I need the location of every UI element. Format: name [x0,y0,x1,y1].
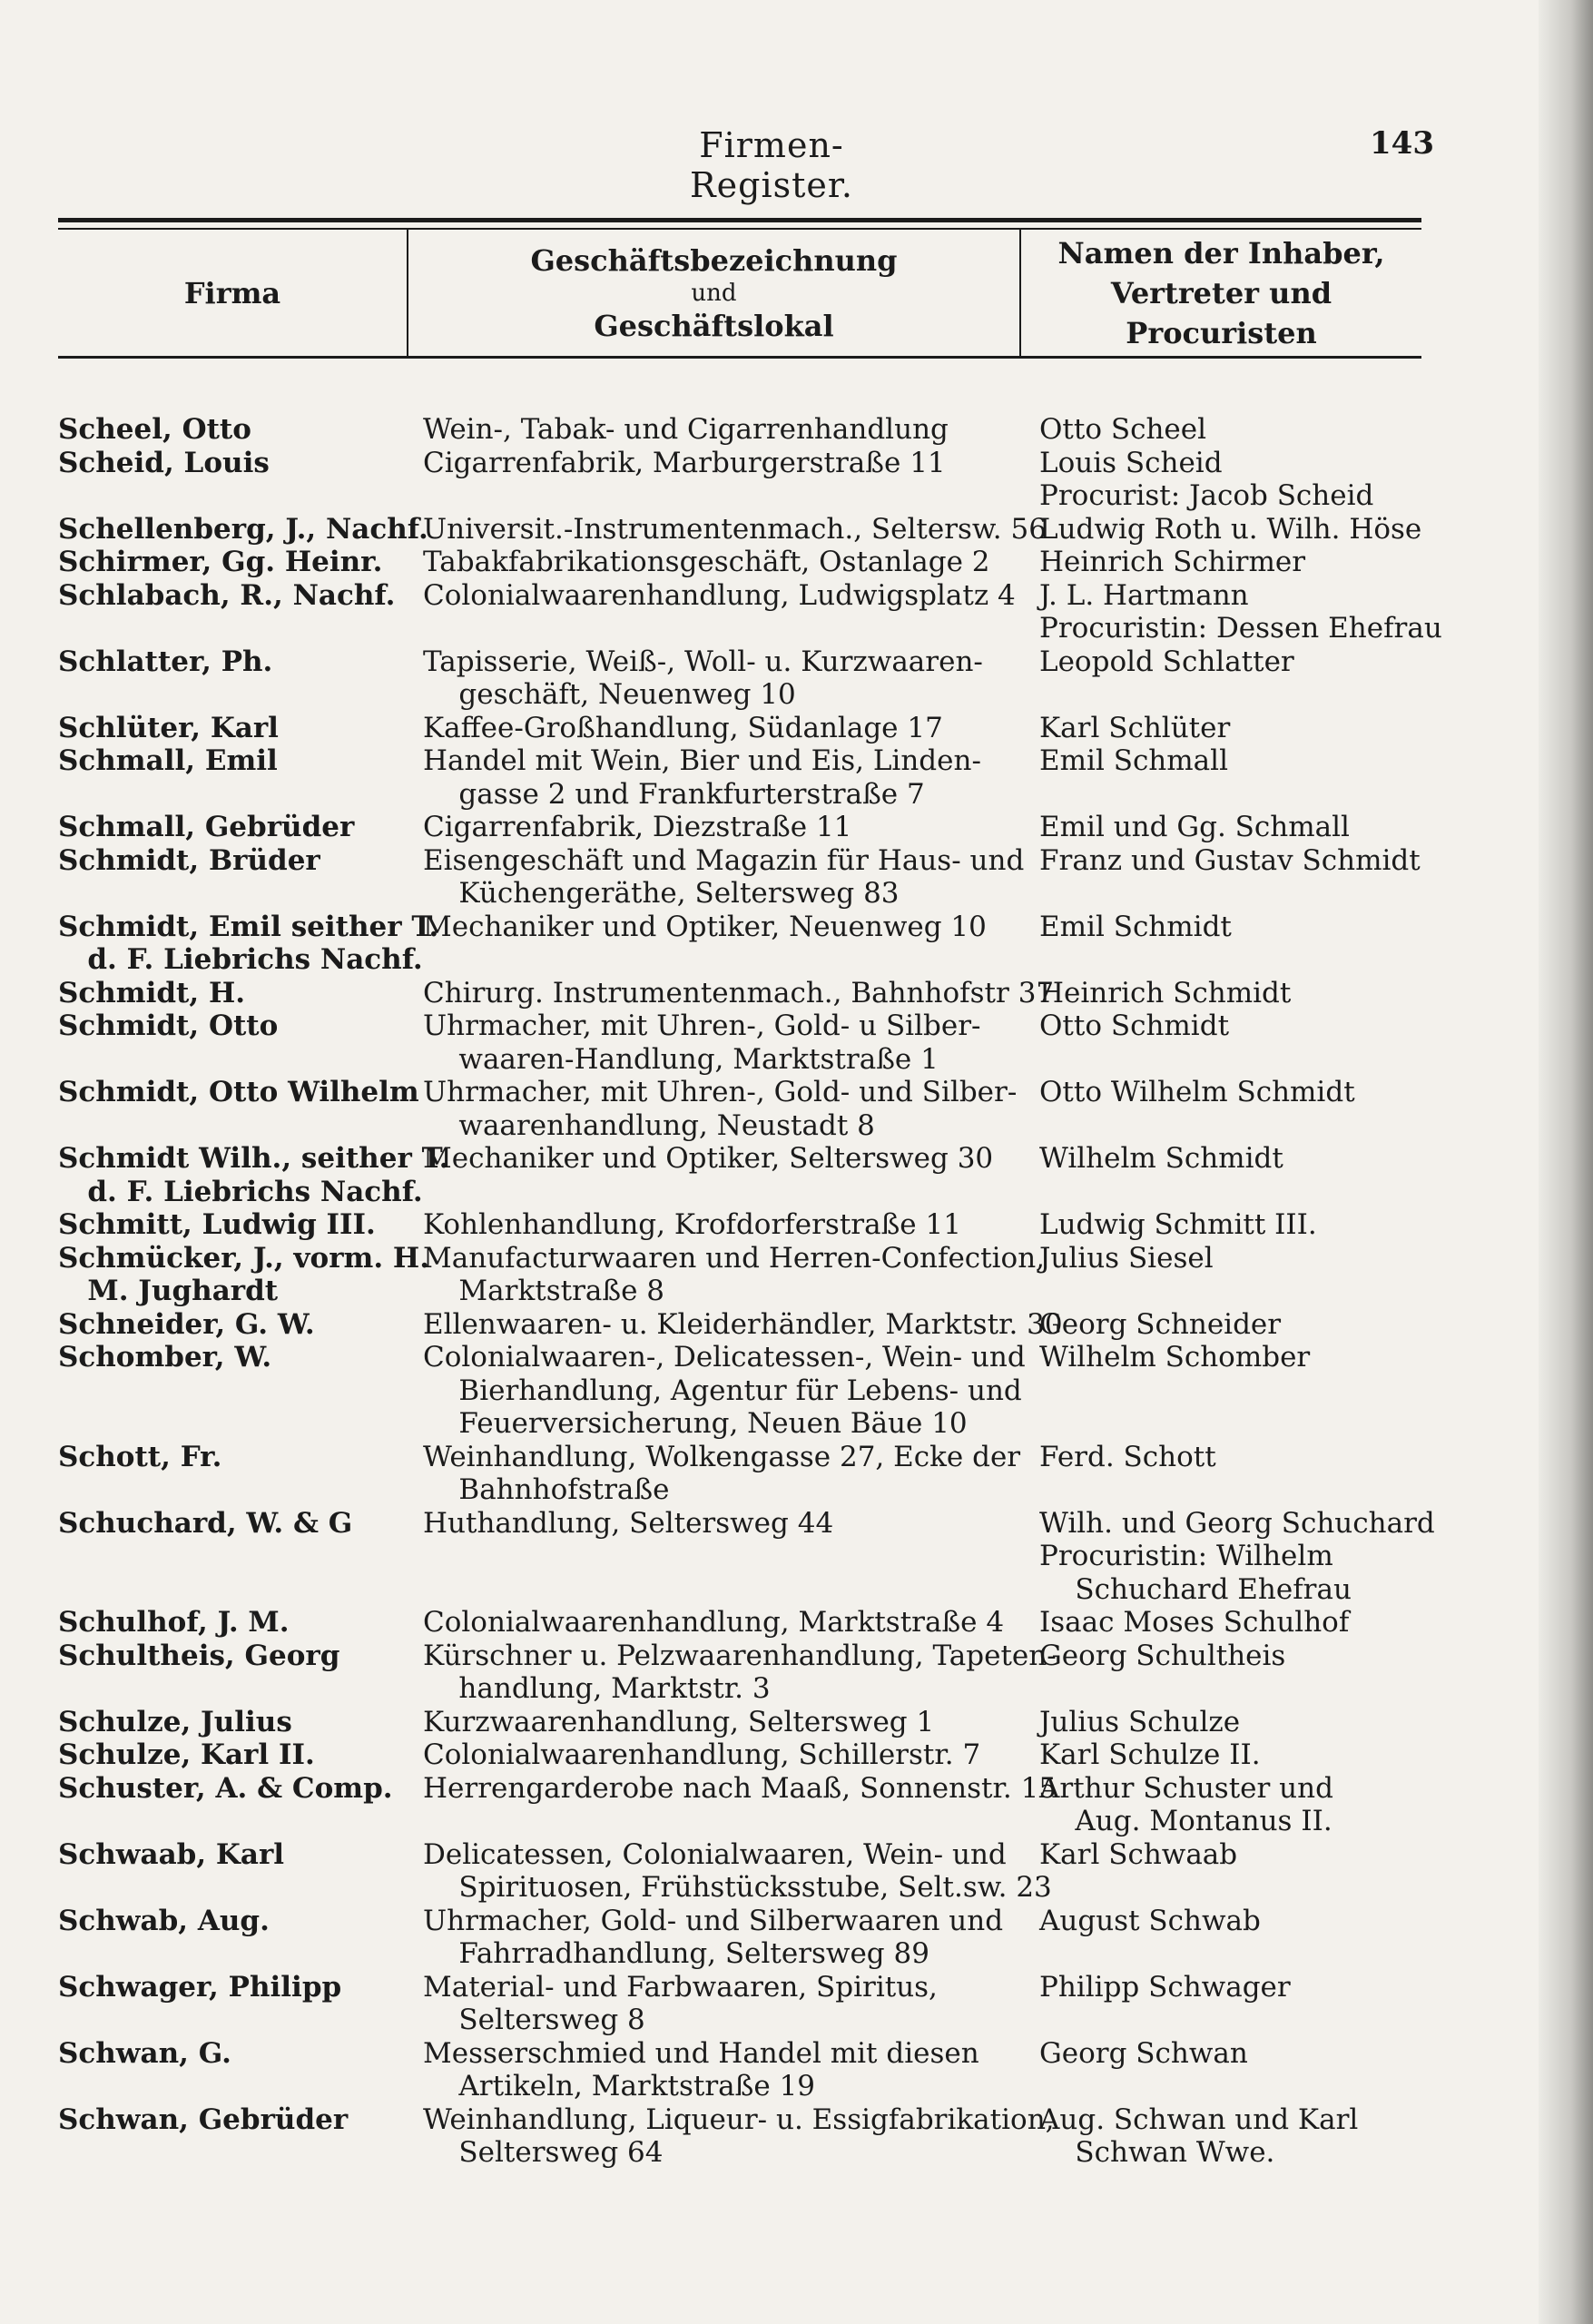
business-description: Colonialwaarenhandlung, Ludwigsplatz 4 [423,578,1016,612]
firm-name: Schulhof, J. M. [58,1606,290,1639]
column-header-owners-line2: Vertreter und Procuristen [1110,275,1332,350]
firm-name: Schmidt, Otto [58,1009,279,1042]
firm-name: Schmidt, Emil seither T. d. F. Liebrichs Nachf. [58,910,439,976]
owner-names: Emil und Gg. Schmall [1039,811,1350,843]
owner-names: Isaac Moses Schulhof [1039,1606,1350,1639]
owner-names: Franz und Gustav Schmidt [1039,843,1421,877]
owner-names: Aug. Schwan und Karl Schwan Wwe. [1039,2102,1359,2169]
column-header-business [408,230,1019,356]
owner-names: Karl Schwaab [1039,1837,1238,1871]
firm-name: Schuchard, W. & G [58,1506,353,1540]
column-header-owners [1021,230,1421,356]
page-edge [1539,0,1593,2324]
firm-name: Schneider, G. W. [58,1307,315,1341]
business-description: Colonialwaarenhandlung, Marktstraße 4 [423,1606,1005,1639]
running-title: Firmen-Register. [690,125,853,205]
owner-names: Georg Schultheis [1039,1639,1286,1672]
business-description: Cigarrenfabrik, Marburgerstraße 11 [423,446,946,479]
firm-name: Scheid, Louis [58,446,270,479]
firm-name: Schwager, Philipp [58,1970,342,2004]
owner-names: Wilhelm Schomber [1039,1341,1311,1374]
firm-name: Schlüter, Karl [58,711,279,744]
column-header-owners-line1: Namen der Inhaber, [1057,235,1385,271]
owner-names: Heinrich Schmidt [1039,976,1292,1009]
owner-names: Julius Siesel [1039,1241,1214,1275]
owner-names: August Schwab [1039,1904,1261,1937]
business-description: Tabakfabrikationsgeschäft, Ostanlage 2 [423,546,990,578]
business-description: Uhrmacher, Gold- und Silberwaaren und Fahrradhandlung, Seltersweg 89 [423,1904,1004,1970]
business-description: Mechaniker und Optiker, Seltersweg 30 [423,1142,994,1175]
page-number: 143 [1370,125,1434,162]
business-description: Kürschner u. Pelzwaarenhandlung, Tapeten- handlung, Marktstr. 3 [423,1639,1057,1705]
business-description: Colonialwaaren-, Delicatessen-, Wein- und Bierhandlung, Agentur für Lebens- und Feuerversicherung, Neuen Bäue 10 [423,1341,1026,1440]
business-description: Wein-, Tabak- und Cigarrenhandlung [423,413,949,446]
firm-name: Schomber, W. [58,1341,272,1374]
firm-name: Schultheis, Georg [58,1639,340,1672]
business-description: Kohlenhandlung, Krofdorferstraße 11 [423,1208,961,1241]
owner-names: Louis Scheid Procurist: Jacob Scheid [1039,446,1374,512]
owner-names: Arthur Schuster und Aug. Montanus II. [1039,1771,1333,1837]
owner-names: Georg Schneider [1039,1307,1282,1341]
owner-names: Otto Scheel [1039,413,1207,446]
column-header-business-line1: Geschäftsbezeichnung [530,242,898,278]
firm-name: Schmall, Gebrüder [58,811,355,843]
owner-names: J. L. Hartmann Procuristin: Dessen Ehefrau [1039,578,1442,645]
owner-names: Ferd. Schott [1039,1440,1216,1473]
business-description: Material- und Farbwaaren, Spiritus, Seltersweg 8 [423,1970,938,2036]
firm-name: Schmidt, Brüder [58,843,320,877]
owner-names: Leopold Schlatter [1039,645,1294,678]
business-description: Eisengeschäft und Magazin für Haus- und Küchengeräthe, Seltersweg 83 [423,843,1025,910]
owner-names: Emil Schmall [1039,744,1228,777]
business-description: Ellenwaaren- u. Kleiderhändler, Marktstr. 30 [423,1307,1063,1341]
firm-name: Schott, Fr. [58,1440,222,1473]
owner-names: Ludwig Roth u. Wilh. Höse [1039,512,1422,546]
firm-name: Schwan, G. [58,2036,231,2070]
firm-name: Schwaab, Karl [58,1837,285,1871]
business-description: Cigarrenfabrik, Diezstraße 11 [423,811,852,843]
header-rule [58,356,1421,359]
firm-name: Schmitt, Ludwig III. [58,1208,376,1241]
business-description: Tapisserie, Weiß-, Woll- u. Kurzwaaren- geschäft, Neuenweg 10 [423,645,983,711]
business-description: Kurzwaarenhandlung, Seltersweg 1 [423,1705,935,1738]
firm-name: Schulze, Julius [58,1705,292,1738]
business-description: Weinhandlung, Wolkengasse 27, Ecke der Bahnhofstraße [423,1440,1021,1506]
owner-names: Wilh. und Georg Schuchard Procuristin: Wilhelm Schuchard Ehefrau [1039,1506,1435,1606]
firm-name: Schlatter, Ph. [58,645,273,678]
business-description: Messerschmied und Handel mit diesen Artikeln, Marktstraße 19 [423,2036,979,2102]
firm-name: Schmidt, H. [58,976,246,1009]
business-description: Huthandlung, Seltersweg 44 [423,1506,834,1540]
firm-name: Schellenberg, J., Nachf. [58,512,428,546]
firm-name: Schmall, Emil [58,744,278,777]
firm-name: Schulze, Karl II. [58,1738,315,1771]
firm-name: Schmidt Wilh., seither T. d. F. Liebrichs Nachf. [58,1142,449,1208]
owner-names: Otto Wilhelm Schmidt [1039,1076,1355,1108]
firm-name: Schuster, A. & Comp. [58,1771,393,1805]
firm-name: Schmidt, Otto Wilhelm [58,1076,419,1108]
owner-names: Emil Schmidt [1039,910,1232,943]
firm-name: Schirmer, Gg. Heinr. [58,546,383,578]
owner-names: Karl Schlüter [1039,711,1231,744]
business-description: Mechaniker und Optiker, Neuenweg 10 [423,910,987,943]
column-header-firm [58,230,407,356]
business-description: Colonialwaarenhandlung, Schillerstr. 7 [423,1738,981,1771]
column-header-business-line3: Geschäftslokal [594,308,834,343]
owner-names: Heinrich Schirmer [1039,546,1306,578]
firm-name: Schwan, Gebrüder [58,2102,349,2136]
firm-name: Schwab, Aug. [58,1904,270,1937]
firm-name: Schmücker, J., vorm. H. M. Jughardt [58,1241,430,1307]
business-description: Manufacturwaaren und Herren-Confection, Marktstraße 8 [423,1241,1046,1307]
owner-names: Julius Schulze [1039,1705,1241,1738]
owner-names: Karl Schulze II. [1039,1738,1261,1771]
owner-names: Philipp Schwager [1039,1970,1291,2004]
firm-name: Scheel, Otto [58,413,251,446]
owner-names: Georg Schwan [1039,2036,1248,2070]
owner-names: Otto Schmidt [1039,1009,1230,1042]
business-description: Kaffee-Großhandlung, Südanlage 17 [423,711,943,744]
business-description: Delicatessen, Colonialwaaren, Wein- und Spirituosen, Frühstücksstube, Selt.sw. 23 [423,1837,1052,1904]
firm-name: Schlabach, R., Nachf. [58,578,396,612]
business-description: Uhrmacher, mit Uhren-, Gold- u Silber- waaren-Handlung, Marktstraße 1 [423,1009,981,1076]
column-header-firm-label: Firma [183,275,281,310]
column-header-business-line2: und [691,279,737,307]
business-description: Handel mit Wein, Bier und Eis, Linden- gasse 2 und Frankfurterstraße 7 [423,744,981,811]
business-description: Uhrmacher, mit Uhren-, Gold- und Silber- waarenhandlung, Neustadt 8 [423,1076,1018,1142]
owner-names: Ludwig Schmitt III. [1039,1208,1317,1241]
business-description: Chirurg. Instrumentenmach., Bahnhofstr 37 [423,976,1055,1009]
business-description: Weinhandlung, Liqueur- u. Essigfabrikation, Seltersweg 64 [423,2102,1055,2169]
top-rule [58,218,1421,222]
business-description: Herrengarderobe nach Maaß, Sonnenstr. 15 [423,1771,1057,1805]
owner-names: Wilhelm Schmidt [1039,1142,1283,1175]
business-description: Universit.-Instrumentenmach., Seltersw. 56 [423,512,1047,546]
